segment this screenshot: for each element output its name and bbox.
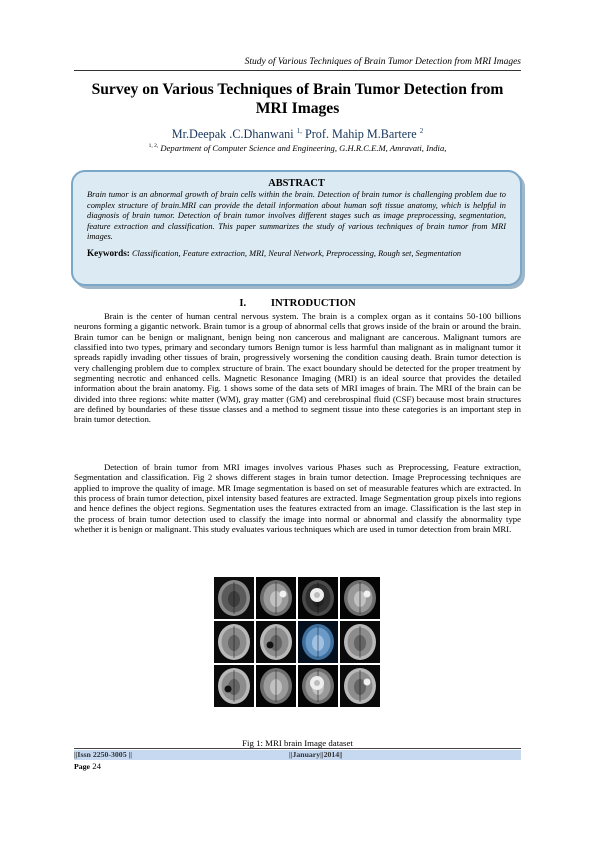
mri-scan-image [214,621,254,663]
mri-scan-image [298,665,338,707]
author-1-sup: 1, [296,127,302,135]
affiliation-sup: 1, 2, [148,143,159,149]
page-label: Page [74,762,91,771]
mri-scan-image [256,621,296,663]
author-line [60,124,535,141]
section-title: INTRODUCTION [270,298,356,309]
footer-bar [74,750,521,760]
mri-scan-image [298,621,338,663]
mri-scan-image [340,621,380,663]
mri-figure [214,577,379,732]
mri-scan-image [256,577,296,619]
author-1: Mr.Deepak .C.Dhanwani [171,127,294,142]
author-2-sup: 2 [419,127,424,135]
section-number: I. [239,298,247,309]
mri-scan-image [298,577,338,619]
mri-scan-image [214,665,254,707]
intro-paragraph-1: Brain is the center of human central nervous system. The brain is a complex organ as it contains 50-100 billions neurons forming a gigantic network. Brain tumor is a group of abnormal cells that grows inside of the brain or around the brain. Brain tumor can be benign or malignant, benign being non cancerous and malignant are cancerous. Malignant tumors are classified into two types, primary and secondary tumors Benign tumor is less harmful than malignant as in malignant tumor it spreads rapidly invading other tissues of brain, progressively worsening the condition causing death. Brain tumor detection is very challenging problem due to complex structure of brain. The exact boundary should be detected for the proper treatment by segmenting necrotic and enhanced cells. Magnetic Resonance Imaging (MRI) is an ideal source that provides the detailed information about the brain anatomy. Fig. 1 shows some of the data sets of MRI images of brain. The MRI of the brain can be divided into three regions: white matter (WM), gray matter (GM) and cerebrospinal fluid (CSF) because most brain structures are defined by boundaries of these tissue classes and a method to segment tissue into these categories is an important step in brain tumor detection. [74,311,521,425]
page-number [74,761,101,772]
footer-rule [74,748,521,749]
mri-scan-image [214,577,254,619]
header-rule [74,70,521,71]
mri-scan-image [340,577,380,619]
affiliation-text: Department of Computer Science and Engineering, G.H.R.C.E.M, Amravati, India, [160,142,447,153]
paper-title [60,80,535,118]
section-heading [74,298,521,310]
abstract-heading: ABSTRACT [268,178,325,189]
author-2: Prof. Mahip M.Bartere [304,127,417,142]
abstract-text: Brain tumor is an abnormal growth of brain cells within the brain. Detection of brain tumor is challenging problem due to complex structure of brain.MRI can provide the detail information about human soft tissue anatomy, which is helpful in diagnosis of brain tumor. Detection of brain tumor involves different stages such as image preprocessing, segmentation, feature extraction and classification. This paper summarizes the study of various techniques of brain tumor from MRI images. [87,190,506,242]
keywords-label: Keywords: [87,247,130,258]
figure-caption: Fig 1: MRI brain Image dataset [242,738,353,748]
footer-issn: ||Issn 2250-3005 || [74,750,132,759]
intro-paragraph-2: Detection of brain tumor from MRI images involves various Phases such as Preprocessing, Feature extraction, Segmentation and classification. Fig 2 shows different stages in brain tumor detection. Image Preprocessing techniques are applied to improve the quality of image. MR Image segmentation is based on set of measurable features which are extracted. In this process of brain tumor detection, pixel intensity based features are extracted. Image Segmentation group pixels into regions and hence defines the object regions. Segmentation uses the features extracted from an image. Classification is the last step in the process of brain tumor detection used to classify the image into normal or abnormal and classify the abnormality type whether it is benign or malignant. This study evaluates various techniques which are used in tumor detection from brain MRI. [74,462,521,535]
paper-title-line2: MRI Images [255,100,340,117]
affiliation [60,141,535,154]
paper-title-line1: Survey on Various Techniques of Brain Tumor Detection from [91,81,504,98]
keywords [87,248,506,260]
running-header: Study of Various Techniques of Brain Tumor Detection from MRI Images [244,57,521,67]
mri-scan-image [340,665,380,707]
mri-scan-image [256,665,296,707]
page-number-value: 24 [92,761,102,771]
abstract-box [71,170,522,286]
keywords-text: Classification, Feature extraction, MRI, Neural Network, Preprocessing, Rough set, Segmentation [131,248,462,258]
footer-issue-date: ||January||2014|| [289,750,343,759]
